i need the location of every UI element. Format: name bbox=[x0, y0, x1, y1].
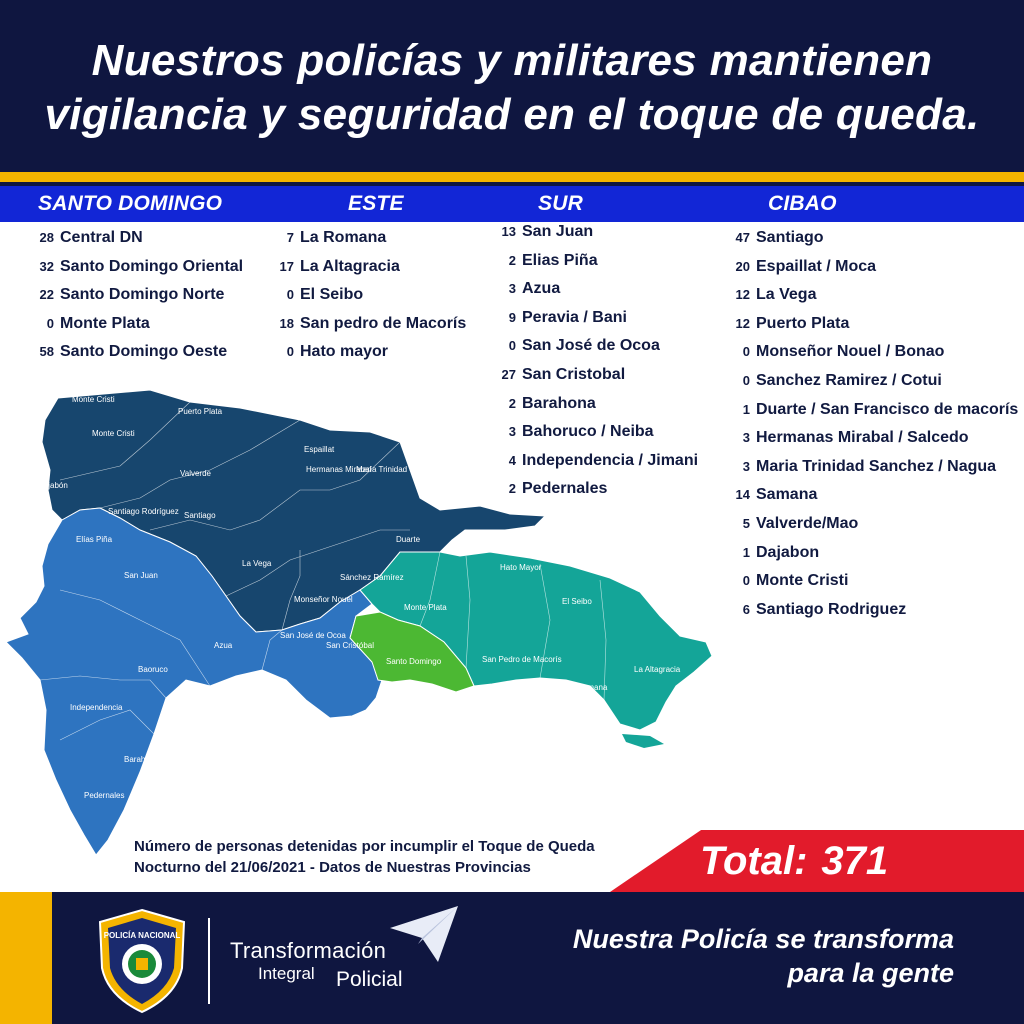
province-name: Independencia / Jimani bbox=[522, 451, 699, 469]
chart-caption bbox=[134, 836, 595, 878]
map-label: La Vega bbox=[242, 559, 272, 568]
map-label: Puerto Plata bbox=[178, 407, 223, 416]
province-name: Pedernales bbox=[522, 480, 608, 498]
brand-line-2a: Integral bbox=[258, 964, 315, 983]
list-item bbox=[728, 281, 1018, 310]
province-name: Hermanas Mirabal / Salcedo bbox=[756, 429, 969, 447]
province-name: San pedro de Macorís bbox=[300, 314, 467, 332]
slogan-line-1: Nuestra Policía se transforma bbox=[572, 924, 954, 954]
province-name: Azua bbox=[522, 280, 561, 298]
detained-count: 27 bbox=[501, 366, 516, 382]
map-label: Samaná bbox=[458, 489, 488, 498]
province-name: Santiago Rodriguez bbox=[756, 600, 907, 618]
brand-line-1: Transformación bbox=[230, 938, 387, 963]
detained-count: 0 bbox=[286, 287, 294, 303]
region-list-este bbox=[272, 224, 466, 367]
map-label: La Romana bbox=[566, 683, 608, 692]
province-name: Monseñor Nouel / Bonao bbox=[756, 343, 945, 361]
province-name: Santo Domingo Oriental bbox=[60, 257, 244, 275]
list-item bbox=[728, 310, 1018, 339]
dominican-republic-map bbox=[0, 380, 720, 860]
province-name: Central DN bbox=[60, 229, 143, 246]
footer-gold-accent bbox=[0, 892, 52, 1024]
list-item bbox=[728, 481, 1018, 510]
province-name: Santo Domingo Oeste bbox=[60, 343, 228, 361]
list-item bbox=[728, 596, 1018, 625]
province-name: El Seibo bbox=[300, 286, 364, 304]
map-label: Hermanas Mirabal bbox=[306, 465, 372, 474]
map-label: Sánchez Ramírez bbox=[340, 573, 404, 582]
header-banner bbox=[0, 0, 1024, 172]
detained-count: 18 bbox=[279, 315, 294, 331]
detained-count: 2 bbox=[508, 395, 516, 411]
list-item bbox=[30, 310, 243, 339]
province-name: La Altagracia bbox=[300, 257, 400, 275]
map-island-saona bbox=[622, 734, 664, 748]
map-label: Independencia bbox=[70, 703, 123, 712]
detained-count: 0 bbox=[742, 372, 750, 388]
list-item bbox=[728, 338, 1018, 367]
brand-line-2b: Policial bbox=[336, 968, 403, 991]
province-name: Monte Cristi bbox=[756, 572, 849, 590]
detained-count: 7 bbox=[286, 230, 294, 245]
map-label: Santiago Rodríguez bbox=[108, 507, 179, 516]
list-item bbox=[728, 367, 1018, 396]
detained-count: 13 bbox=[501, 224, 516, 239]
total-label: Total: bbox=[700, 839, 808, 883]
detained-count: 3 bbox=[742, 458, 750, 474]
map-label: San Pedro de Macorís bbox=[482, 655, 562, 664]
region-list-cibao bbox=[728, 224, 1018, 624]
list-item bbox=[494, 304, 698, 333]
detained-count: 1 bbox=[742, 544, 750, 560]
detained-count: 12 bbox=[735, 315, 750, 331]
list-item bbox=[728, 539, 1018, 568]
map-label: Santo Domingo bbox=[386, 657, 442, 666]
detained-count: 28 bbox=[39, 230, 54, 245]
footer-slogan bbox=[573, 922, 954, 990]
detained-count: 4 bbox=[508, 452, 516, 468]
province-name: Elias Piña bbox=[522, 251, 598, 269]
detained-count: 3 bbox=[508, 424, 516, 440]
map-label: San Juan bbox=[124, 571, 158, 580]
province-name: La Romana bbox=[300, 229, 387, 246]
list-item bbox=[728, 510, 1018, 539]
province-name: Santiago bbox=[756, 229, 824, 246]
list-item bbox=[30, 281, 243, 310]
detained-count: 0 bbox=[46, 315, 54, 331]
detained-count: 2 bbox=[508, 252, 516, 268]
map-label: Peravia bbox=[324, 717, 352, 726]
map-label: Baoruco bbox=[138, 665, 168, 674]
map-label: Santiago bbox=[184, 511, 216, 520]
map-label: Valverde bbox=[180, 469, 211, 478]
province-name: San Juan bbox=[522, 223, 594, 240]
map-label: Monte Plata bbox=[404, 603, 447, 612]
province-name: Puerto Plata bbox=[756, 314, 850, 332]
detained-count: 3 bbox=[742, 430, 750, 446]
map-label: Azua bbox=[214, 641, 233, 650]
detained-count: 12 bbox=[735, 287, 750, 303]
gold-stripe bbox=[0, 172, 1024, 182]
list-item bbox=[272, 253, 466, 282]
total-display bbox=[700, 836, 888, 886]
province-name: Dajabon bbox=[756, 543, 820, 561]
province-name: Espaillat / Moca bbox=[756, 257, 877, 275]
detained-count: 0 bbox=[742, 344, 750, 360]
list-item bbox=[728, 424, 1018, 453]
list-item bbox=[494, 332, 698, 361]
paper-plane-icon bbox=[388, 904, 460, 964]
footer-divider bbox=[208, 918, 210, 1004]
detained-count: 22 bbox=[39, 287, 54, 303]
detained-count: 0 bbox=[508, 338, 516, 354]
region-heading-santo-domingo: SANTO DOMINGO bbox=[38, 192, 223, 215]
slogan-line-2: para la gente bbox=[787, 958, 954, 988]
detained-count: 14 bbox=[735, 487, 750, 503]
list-item bbox=[728, 567, 1018, 596]
province-name: La Vega bbox=[756, 286, 817, 304]
map-label: Monte Cristi bbox=[92, 429, 135, 438]
list-item bbox=[30, 253, 243, 282]
province-name: San Cristobal bbox=[522, 365, 626, 383]
province-name: Samana bbox=[756, 486, 818, 504]
detained-count: 0 bbox=[742, 573, 750, 589]
province-name: Valverde/Mao bbox=[756, 514, 859, 532]
detained-count: 9 bbox=[508, 309, 516, 325]
province-name: Peravia / Bani bbox=[522, 308, 627, 326]
province-name: Barahona bbox=[522, 394, 596, 412]
region-heading-este: ESTE bbox=[348, 192, 404, 215]
map-label: Duarte bbox=[396, 535, 421, 544]
province-name: Sanchez Ramirez / Cotui bbox=[756, 371, 942, 389]
detained-count: 6 bbox=[742, 601, 750, 617]
detained-count: 20 bbox=[735, 258, 750, 274]
total-value: 371 bbox=[821, 839, 889, 883]
province-name: Monte Plata bbox=[60, 314, 150, 332]
list-item bbox=[728, 253, 1018, 282]
list-item bbox=[272, 224, 466, 253]
map-label: San Cristóbal bbox=[326, 641, 375, 650]
list-item bbox=[30, 224, 243, 253]
map-label: Monte Cristi bbox=[72, 395, 115, 404]
detained-count: 47 bbox=[735, 230, 750, 245]
list-item bbox=[272, 281, 466, 310]
detained-count: 5 bbox=[742, 515, 750, 531]
map-label: Barahona bbox=[124, 755, 159, 764]
page-title bbox=[0, 34, 1024, 142]
detained-count: 1 bbox=[742, 401, 750, 417]
detained-count: 58 bbox=[39, 344, 54, 360]
list-item bbox=[272, 338, 466, 367]
map-label: Dajabón bbox=[38, 481, 68, 490]
map-label: Elías Piña bbox=[76, 535, 113, 544]
detained-count: 0 bbox=[286, 344, 294, 360]
list-item bbox=[494, 247, 698, 276]
map-label: Hato Mayor bbox=[500, 563, 542, 572]
map-label: María Trinidad Sánchez bbox=[356, 465, 441, 474]
region-heading-sur: SUR bbox=[538, 192, 583, 215]
badge-text-top: POLICÍA NACIONAL bbox=[103, 931, 181, 940]
province-name: Duarte / San Francisco de macorís bbox=[756, 400, 1019, 418]
list-item bbox=[30, 338, 243, 367]
map-label: Monseñor Nouel bbox=[294, 595, 353, 604]
map-label: El Seibo bbox=[562, 597, 592, 606]
region-list-santo-domingo bbox=[30, 224, 243, 367]
caption-line-1: Número de personas detenidas por incumplir el Toque de Queda bbox=[134, 838, 595, 855]
province-name: Maria Trinidad Sanchez / Nagua bbox=[756, 457, 997, 475]
detained-count: 32 bbox=[39, 258, 54, 274]
map-label: Espaillat bbox=[304, 445, 335, 454]
title-line-1: Nuestros policías y militares mantienen bbox=[91, 36, 933, 85]
map-label: San José de Ocoa bbox=[280, 631, 346, 640]
region-heading-cibao: CIBAO bbox=[768, 192, 837, 215]
list-item bbox=[728, 453, 1018, 482]
detained-count: 17 bbox=[279, 258, 294, 274]
province-name: Hato mayor bbox=[300, 343, 389, 361]
province-name: Bahoruco / Neiba bbox=[522, 423, 654, 441]
title-line-2: vigilancia y seguridad en el toque de queda. bbox=[44, 90, 980, 139]
detained-count: 3 bbox=[508, 281, 516, 297]
map-label: La Altagracia bbox=[634, 665, 681, 674]
list-item bbox=[728, 396, 1018, 425]
province-name: Santo Domingo Norte bbox=[60, 286, 225, 304]
list-item bbox=[494, 218, 698, 247]
province-name: San José de Ocoa bbox=[522, 337, 660, 355]
list-item bbox=[728, 224, 1018, 253]
police-badge-icon bbox=[96, 908, 188, 1014]
map-label: Pedernales bbox=[84, 791, 125, 800]
detained-count: 2 bbox=[508, 481, 516, 497]
list-item bbox=[494, 275, 698, 304]
caption-line-2: Nocturno del 21/06/2021 - Datos de Nuestras Provincias bbox=[134, 859, 531, 876]
list-item bbox=[272, 310, 466, 339]
